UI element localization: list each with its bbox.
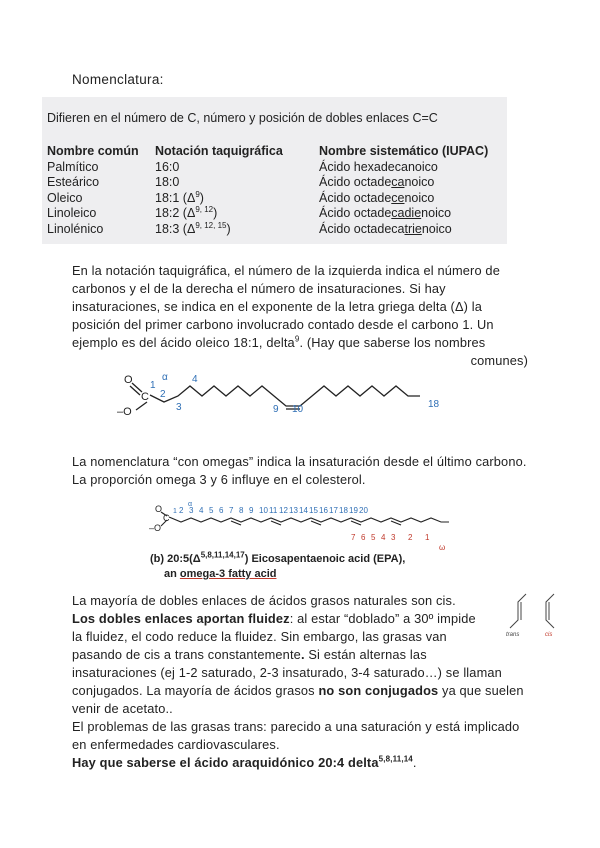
- table-row: [47, 175, 507, 191]
- cell-iupac: Ácido octadecadienoico: [319, 206, 452, 221]
- nomenclature-table: [42, 97, 507, 244]
- cell-notation: 18:3 $(\Delta^{9, 12, 15})$: [155, 220, 231, 236]
- carbon-number: 1: [150, 380, 156, 391]
- cell-iupac: Ácido hexadecanoico: [319, 159, 438, 174]
- cell-notation: 18:0: [155, 175, 180, 190]
- carbon-number: 11: [269, 506, 278, 515]
- carbon-number: 7: [229, 506, 234, 515]
- carbon-number: 18: [339, 506, 348, 515]
- cell-iupac: Ácido octadecatrienoico: [319, 221, 452, 236]
- oxygen-label: O: [124, 374, 133, 386]
- svg-text:O: O: [155, 504, 163, 514]
- trans-label: trans: [506, 632, 520, 638]
- table-row: [47, 191, 507, 207]
- text-line: ejemplo es del ácido oleico 18:1, delta$^9$. (Hay que saberse los nombres: [72, 334, 486, 350]
- table-intro: Difieren en el número de C, número y posición de dobles enlaces C=C: [47, 111, 438, 125]
- carbon-number: 5: [209, 506, 214, 515]
- carbon-number: 13: [289, 506, 298, 515]
- carbon-number: 6: [219, 506, 224, 515]
- text-line: insaturaciones, se indica en el exponente de la letra griega delta (Δ) la: [72, 299, 483, 314]
- carbon-number: 3: [189, 506, 194, 515]
- carbon-label: C: [141, 391, 149, 403]
- text-line: Hay que saberse el ácido araquidónico 20:4 delta$^{5,8,11,14}$.: [72, 754, 417, 770]
- omega-number: 4: [381, 533, 386, 542]
- carbon-number: 12: [279, 506, 288, 515]
- epa-caption-2: an omega-3 fatty acid: [164, 568, 277, 580]
- cell-common: Palmítico: [47, 159, 99, 174]
- carbon-number: 20: [359, 506, 368, 515]
- cell-common: Oleico: [47, 190, 83, 205]
- text-line: la fluidez, el codo reduce la fluidez. Sin embargo, las grasas van: [72, 629, 447, 644]
- text-line: En la notación taquigráfica, el número de la izquierda indica el número de: [72, 263, 500, 278]
- cell-iupac: Ácido octadecenoico: [319, 190, 435, 205]
- carbon-number: 16: [319, 506, 328, 515]
- header-notation: Notación taquigráfica: [155, 144, 283, 158]
- carbon-number: 18: [428, 399, 440, 410]
- text-line: conjugados. La mayoría de ácidos grasos no son conjugados ya que suelen: [72, 683, 524, 698]
- oleic-acid-diagram: [110, 370, 450, 430]
- carbon-number: 4: [192, 374, 198, 385]
- carbon-number: 8: [239, 506, 244, 515]
- omega-label: ω: [439, 543, 446, 552]
- carbon-number: 9: [273, 404, 279, 415]
- carbon-number: 19: [349, 506, 358, 515]
- alpha-label: α: [162, 372, 168, 383]
- text-line: en enfermedades cardiovasculares.: [72, 737, 280, 752]
- table-row: [47, 222, 507, 238]
- omega-number: 3: [391, 533, 396, 542]
- cell-common: Linolénico: [47, 221, 104, 236]
- text-line: pasando de cis a trans constantemente. Si están alternas las: [72, 647, 427, 662]
- header-common: Nombre común: [47, 144, 139, 158]
- table-row: [47, 206, 507, 222]
- text-line: venir de acetato..: [72, 701, 173, 716]
- cis-label: cis: [545, 632, 553, 638]
- carbon-number: 17: [329, 506, 338, 515]
- carbon-number: 3: [176, 402, 182, 413]
- omega-number: 5: [371, 533, 376, 542]
- alpha-label: α: [188, 501, 193, 508]
- table-row: [47, 160, 507, 176]
- carbon-number: 2: [179, 506, 184, 515]
- text-line: El problemas de las grasas trans: parecido a una saturación y está implicado: [72, 719, 520, 734]
- cell-common: Esteárico: [47, 175, 100, 190]
- oxygen-anion-label: –O: [117, 406, 132, 418]
- text-line: Los dobles enlaces aportan fluidez: al estar “doblado” a 30º impide: [72, 611, 476, 626]
- fluidity-paragraph: [72, 592, 542, 772]
- cell-iupac: Ácido octadecanoico: [319, 175, 435, 190]
- cell-common: Linoleico: [47, 206, 97, 221]
- text-line: La proporción omega 3 y 6 influye en el colesterol.: [72, 472, 366, 487]
- text-line: posición del primer carbono involucrado contado desde el carbono 1. Un: [72, 317, 494, 332]
- cell-notation: 18:2 $(\Delta^{9, 12})$: [155, 205, 218, 221]
- notation-paragraph: [72, 262, 528, 370]
- carbon-number: 2: [160, 389, 166, 400]
- text-line: La mayoría de dobles enlaces de ácidos grasos naturales son cis.: [72, 593, 456, 608]
- text-line: La nomenclatura “con omegas” indica la insaturación desde el último carbono.: [72, 454, 527, 469]
- page-title: Nomenclatura:: [72, 72, 164, 87]
- text-line: insaturaciones (ej 1-2 saturado, 2-3 insaturado, 3-4 saturado…) se llaman: [72, 665, 502, 680]
- omega-number: 1: [425, 533, 430, 542]
- svg-text:C: C: [163, 513, 170, 523]
- text-line: comunes): [470, 353, 528, 368]
- omega-number: 6: [361, 533, 366, 542]
- table-header: [47, 144, 507, 160]
- cell-notation: 16:0: [155, 159, 180, 174]
- header-iupac: Nombre sistemático (IUPAC): [319, 144, 489, 158]
- carbon-number: 10: [259, 506, 268, 515]
- omega-paragraph: [72, 453, 542, 489]
- carbon-number: 15: [309, 506, 318, 515]
- carbon-number: 14: [299, 506, 308, 515]
- text-line: carbonos y el de la derecha el número de insaturaciones. Si hay: [72, 281, 446, 296]
- omega-number: 7: [351, 533, 356, 542]
- carbon-number: 1: [173, 508, 177, 515]
- carbon-number: 4: [199, 506, 204, 515]
- epa-caption: (b) $20:5(\Delta^{5,8,11,14,17})$ Eicosapentaenoic acid (EPA),: [150, 550, 406, 565]
- table-body: [47, 144, 507, 238]
- carbon-number: 9: [249, 506, 254, 515]
- carbon-number: 10: [292, 404, 304, 415]
- cell-notation: 18:1 $(\Delta^9)$: [155, 189, 204, 205]
- omega-number: 2: [408, 533, 413, 542]
- svg-text:–O: –O: [149, 523, 162, 533]
